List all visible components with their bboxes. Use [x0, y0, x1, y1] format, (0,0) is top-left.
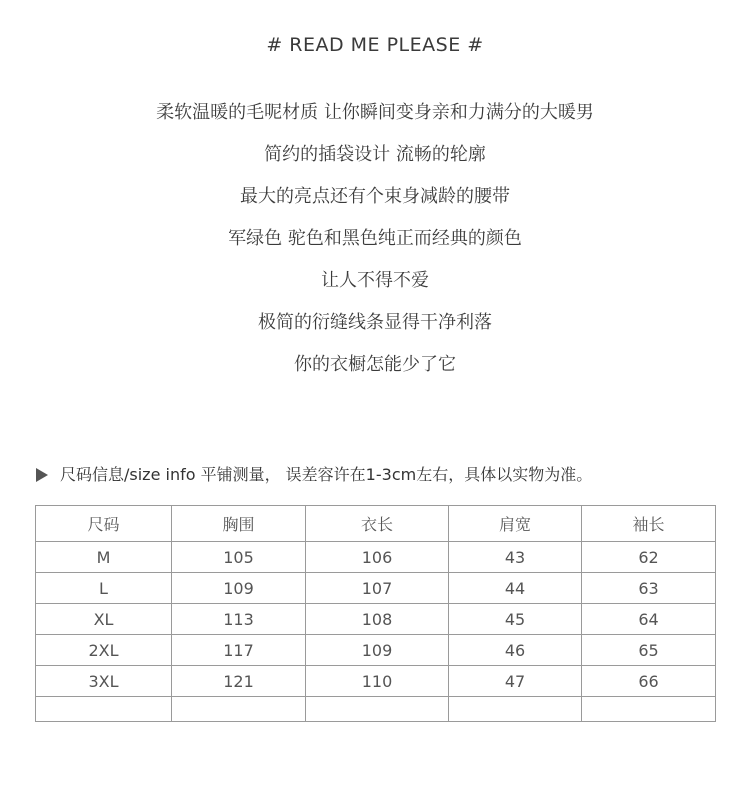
- cell-chest: 113: [172, 604, 306, 635]
- header-sleeve: 袖长: [582, 506, 716, 542]
- cell-sleeve: 65: [582, 635, 716, 666]
- cell-sleeve: 66: [582, 666, 716, 697]
- table-header-row: [36, 506, 716, 542]
- cell-shoulder: 47: [449, 666, 582, 697]
- header-size: 尺码: [36, 506, 172, 542]
- cell-chest: [172, 697, 306, 722]
- description-line: 简约的插袋设计 流畅的轮廓: [264, 144, 486, 165]
- header-length: 衣长: [306, 506, 449, 542]
- product-description: [0, 96, 750, 390]
- header-shoulder: 肩宽: [449, 506, 582, 542]
- cell-shoulder: 46: [449, 635, 582, 666]
- cell-chest: 109: [172, 573, 306, 604]
- size-info-text: 尺码信息/size info 平铺测量， 误差容许在1-3cm左右，具体以实物为准。: [60, 465, 593, 484]
- size-info-note: [36, 462, 592, 488]
- table-row: [36, 635, 716, 666]
- header-chest: 胸围: [172, 506, 306, 542]
- cell-size: [36, 697, 172, 722]
- description-line: 你的衣橱怎能少了它: [294, 354, 456, 375]
- triangle-right-icon: [36, 468, 48, 482]
- cell-size: M: [36, 542, 172, 573]
- table-row: [36, 542, 716, 573]
- cell-shoulder: 44: [449, 573, 582, 604]
- cell-length: 108: [306, 604, 449, 635]
- page-title: # READ ME PLEASE #: [266, 34, 484, 56]
- description-line: 柔软温暖的毛呢材质 让你瞬间变身亲和力满分的大暖男: [156, 102, 594, 123]
- table-row: [36, 666, 716, 697]
- cell-length: 109: [306, 635, 449, 666]
- description-line: 让人不得不爱: [321, 270, 429, 291]
- cell-length: [306, 697, 449, 722]
- cell-sleeve: 64: [582, 604, 716, 635]
- description-line: 军绿色 驼色和黑色纯正而经典的颜色: [228, 228, 522, 249]
- description-line: 极简的衍缝线条显得干净利落: [258, 312, 492, 333]
- cell-length: 110: [306, 666, 449, 697]
- description-line: 最大的亮点还有个束身减龄的腰带: [240, 186, 510, 207]
- cell-size: 3XL: [36, 666, 172, 697]
- cell-size: XL: [36, 604, 172, 635]
- cell-length: 106: [306, 542, 449, 573]
- size-table: [35, 505, 716, 722]
- cell-sleeve: 63: [582, 573, 716, 604]
- cell-shoulder: 43: [449, 542, 582, 573]
- cell-chest: 121: [172, 666, 306, 697]
- cell-chest: 117: [172, 635, 306, 666]
- cell-sleeve: 62: [582, 542, 716, 573]
- table-row: [36, 573, 716, 604]
- cell-size: 2XL: [36, 635, 172, 666]
- cell-sleeve: [582, 697, 716, 722]
- cell-shoulder: 45: [449, 604, 582, 635]
- table-row: [36, 604, 716, 635]
- cell-length: 107: [306, 573, 449, 604]
- table-row-empty: [36, 697, 716, 722]
- cell-shoulder: [449, 697, 582, 722]
- cell-chest: 105: [172, 542, 306, 573]
- cell-size: L: [36, 573, 172, 604]
